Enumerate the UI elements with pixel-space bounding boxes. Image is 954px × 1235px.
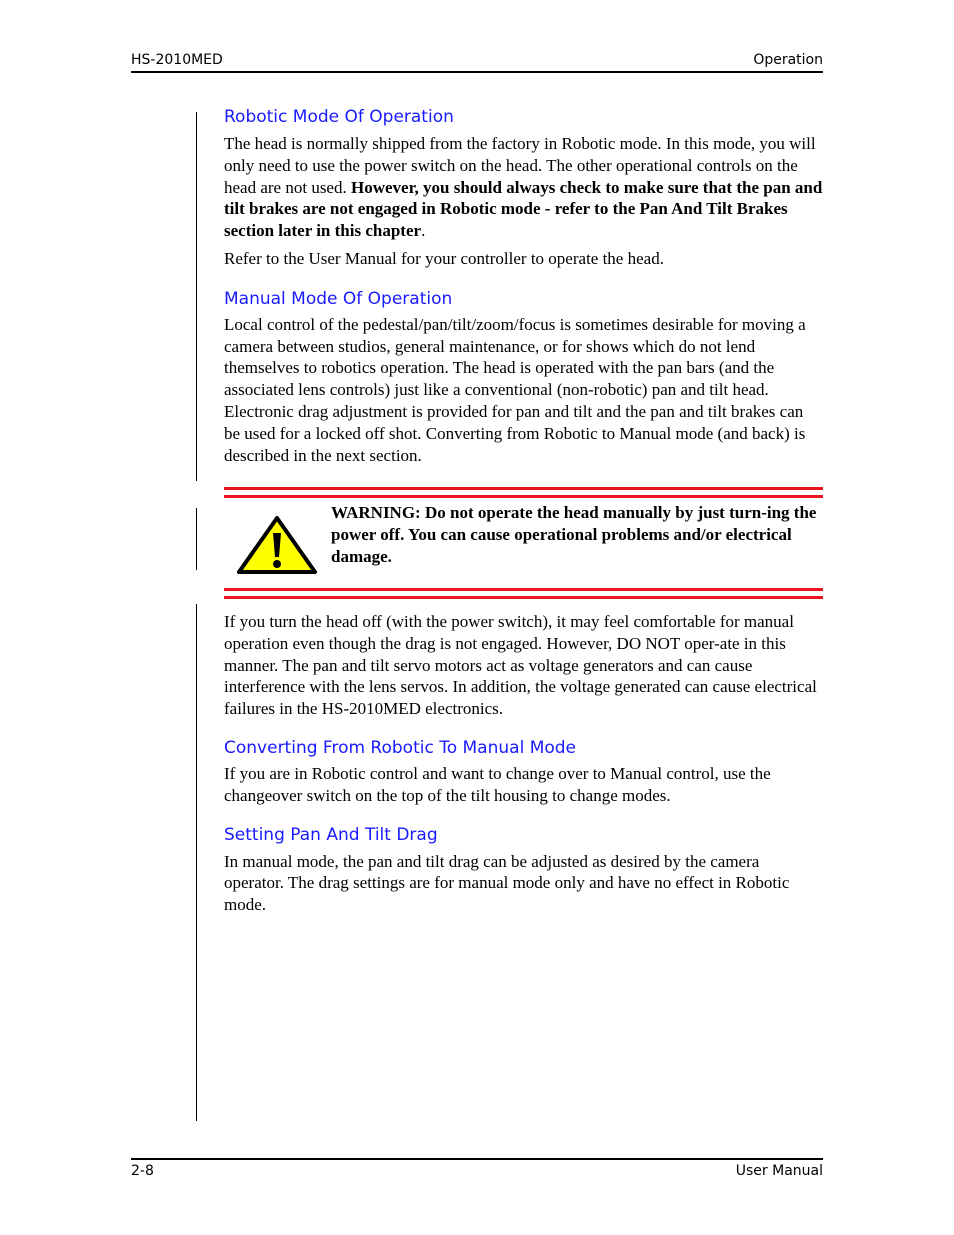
drag-paragraph: In manual mode, the pan and tilt drag can be adjusted as desired by the camera operator. The drag settings are for manual mode only and have no effect in Robotic mode.: [224, 851, 790, 915]
change-bar: [196, 508, 197, 570]
section-lower: [224, 611, 823, 916]
warning-bottom-rule: [224, 588, 823, 599]
robotic-paragraph: [224, 133, 823, 242]
section-title-manual: Manual Mode Of Operation: [224, 288, 453, 309]
warning-top-rule: [224, 487, 823, 498]
warning-box: [224, 487, 823, 600]
robotic-refer-paragraph: Refer to the User Manual for your controller to operate the head.: [224, 248, 664, 268]
header-product-name: HS-2010MED: [131, 52, 223, 68]
warning-triangle-icon: [236, 515, 318, 575]
footer-document-title: User Manual: [735, 1163, 823, 1179]
page-header: [131, 51, 823, 73]
section-title-converting: Converting From Robotic To Manual Mode: [224, 737, 577, 758]
page-footer: [131, 1158, 823, 1184]
section-title-drag: Setting Pan And Tilt Drag: [224, 824, 438, 845]
header-chapter-title: Operation: [753, 52, 823, 68]
section-upper: [224, 106, 823, 466]
section-title-robotic: Robotic Mode Of Operation: [224, 107, 454, 127]
footer-page-number: 2-8: [131, 1163, 154, 1179]
change-bar: [196, 112, 197, 481]
power-off-paragraph: If you turn the head off (with the power switch), it may feel comfortable for manual operation even though the drag is not engaged. However, DO NOT oper-ate in this manner. The pan and tilt servo motors act as voltage generators and can cause interference with the lens servos. In addition, the voltage generated can cause electrical failures in the HS-2010MED electronics.: [224, 612, 817, 719]
robotic-bold-note: However, you should always check to make sure that the pan and tilt brakes are not engaged in Robotic mode - refer to the Pan And Tilt Brakes section later in this chapter: [224, 177, 823, 241]
manual-paragraph: Local control of the pedestal/pan/tilt/zoom/focus is sometimes desirable for moving a camera between studios, general maintenance, or for shows which do not lend themselves to robotics operation. The head is operated with the pan bars (and the associated lens controls) just like a conventional (non-robotic) pan and tilt head. Electronic drag adjustment is provided for pan and tilt and the pan and tilt brakes can be used for a locked off shot. Converting from Robotic to Manual mode (and back) is described in the next section.: [224, 314, 806, 465]
change-bar: [196, 604, 197, 1121]
robotic-period: .: [421, 221, 426, 241]
converting-paragraph: If you are in Robotic control and want to change over to Manual control, use the changeover switch on the top of the tilt housing to change modes.: [224, 763, 771, 805]
robotic-text: The head is normally shipped from the factory in Robotic mode. In this mode, you will only need to use the power switch on the head. The other operational controls on the head are not used.: [224, 134, 816, 197]
warning-text: WARNING: Do not operate the head manually by just turn-ing the power off. You can cause operational problems and/or electrical damage.: [331, 503, 817, 566]
